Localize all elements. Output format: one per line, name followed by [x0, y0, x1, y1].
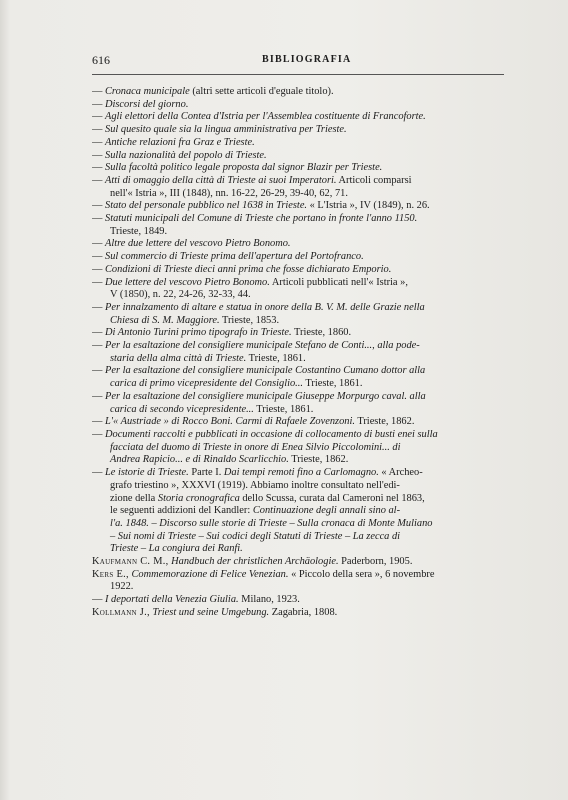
bibliography-entry: [92, 467, 508, 480]
bibliography-entry-continuation: [92, 353, 508, 366]
entry-title: Sulla facoltà politico legale proposta dal signor Blazir per Trieste.: [105, 162, 383, 174]
bibliography-entry: [92, 391, 508, 404]
entry-author: Kollmann J.,: [92, 606, 150, 618]
entry-title: Sul quesito quale sia la lingua amministrativa per Trieste.: [105, 124, 347, 136]
bibliography-entry: [92, 162, 508, 175]
entry-text: (altri sette articoli d'eguale titolo).: [189, 86, 334, 97]
entry-title: Altre due lettere del vescovo Pietro Bonomo.: [105, 238, 291, 250]
bibliography-entry: [92, 518, 508, 531]
entry-title: Chiesa di S. M. Maggiore.: [110, 314, 220, 326]
entry-title: Triest und seine Umgebung.: [149, 606, 270, 618]
entry-title: Storia cronografica: [157, 492, 240, 504]
bibliography-entry: [92, 340, 508, 353]
entry-dash: —: [92, 200, 105, 212]
bibliography-entry: [92, 111, 508, 124]
bibliography-entry: [92, 594, 508, 607]
page-header: [92, 53, 512, 69]
entry-title: Di Antonio Turini primo tipografo in Trieste.: [105, 327, 292, 339]
bibliography-entry-continuation: [92, 289, 508, 302]
bibliography-entry: [92, 556, 508, 569]
bibliography-entry: [92, 543, 508, 556]
entry-text: Trieste, 1860.: [291, 327, 352, 339]
bibliography-entry: [92, 238, 508, 251]
bibliography-entry: [92, 200, 508, 213]
entry-text: Articoli comparsi: [336, 174, 412, 186]
entry-title: Agli elettori della Contea d'Istria per l'Assemblea costituente di Francoforte.: [105, 111, 426, 123]
entry-text: Trieste, 1861.: [246, 352, 306, 364]
bibliography-entry: [92, 493, 508, 506]
entry-dash: —: [92, 213, 105, 225]
entry-dash: —: [92, 416, 105, 428]
entry-title: Due lettere del vescovo Pietro Bonomo.: [105, 276, 270, 288]
entry-dash: —: [92, 594, 105, 606]
entry-text: Parte I.: [188, 467, 224, 479]
entry-text: « Piccolo della sera », 6 novembre: [288, 568, 435, 580]
entry-dash: —: [92, 174, 105, 186]
entry-text: dello Scussa, curata dal Cameroni nel 1863,: [239, 492, 425, 504]
entry-title: Documenti raccolti e pubblicati in occasione di collocamento di busti enei sulla: [105, 428, 438, 440]
entry-title: Cronaca municipale: [105, 86, 190, 97]
bibliography-entry: [92, 327, 508, 340]
entry-dash: —: [92, 162, 105, 174]
bibliography-entry: [92, 480, 508, 493]
entry-title: Statuti municipali del Comune di Trieste che portano in fronte l'anno 1150.: [105, 213, 418, 225]
entry-text: 1922.: [110, 581, 134, 593]
bibliography-entry-continuation: [92, 378, 508, 391]
entry-title: Per innalzamento di altare e statua in onore della B. V. M. delle Grazie nella: [105, 301, 425, 313]
bibliography-entry: [92, 607, 508, 620]
bibliography-entry: [92, 251, 508, 264]
entry-dash: —: [92, 124, 105, 136]
entry-dash: —: [92, 98, 105, 110]
entry-title: carica di primo vicepresidente del Consiglio...: [110, 378, 303, 390]
bibliography-entry: [92, 124, 508, 137]
entry-title: Per la esaltazione del consigliere municipale Costantino Cumano dottor alla: [105, 365, 426, 377]
bibliography-entry: [92, 454, 508, 467]
bibliography-entry-continuation: [92, 442, 508, 455]
bibliography-entry: [92, 302, 508, 315]
entry-title: – Sui nomi di Trieste – Sui codici degli Statuti di Trieste – La zecca di: [110, 530, 401, 542]
bibliography-entry: [92, 264, 508, 277]
entry-text: le seguenti addizioni del Kandler:: [110, 505, 253, 517]
entry-dash: —: [92, 111, 105, 123]
entry-title: facciata del duomo di Trieste in onore di Enea Silvio Piccolomini... di: [110, 441, 401, 453]
entry-dash: —: [92, 340, 105, 352]
entry-text: Trieste, 1861.: [253, 403, 314, 415]
entry-title: Atti di omaggio della città di Trieste ai suoi Imperatori.: [105, 174, 337, 186]
entry-text: « Archeo-: [378, 467, 423, 479]
entry-title: staria della alma città di Trieste.: [110, 352, 247, 364]
entry-title: Trieste – La congiura dei Ranfi.: [110, 543, 243, 555]
entry-dash: —: [92, 136, 105, 148]
entry-author: Kaufmann C. M.,: [92, 556, 169, 568]
entry-title: l'a. 1848. – Discorso sulle storie di Trieste – Sulla cronaca di Monte Muliano: [110, 517, 433, 529]
entry-title: Per la esaltazione del consigliere municipale Giuseppe Morpurgo caval. alla: [105, 390, 426, 402]
entry-title: Continuazione degli annali sino al-: [252, 505, 401, 517]
entry-title: Dai tempi remoti fino a Carlomagno.: [223, 467, 379, 479]
entry-text: Paderborn, 1905.: [338, 556, 413, 568]
entry-dash: —: [92, 276, 105, 288]
entry-text: Milano, 1923.: [238, 594, 300, 606]
bibliography-list: [92, 86, 508, 620]
entry-text: Zagabria, 1808.: [269, 606, 338, 618]
header-rule: [92, 74, 504, 75]
entry-dash: —: [92, 428, 105, 440]
bibliography-entry: [92, 569, 508, 582]
running-title: BIBLIOGRAFIA: [262, 54, 352, 65]
entry-text: nell'« Istria », III (1848), nn. 16-22, 26-29, 39-40, 62, 71.: [110, 187, 348, 199]
entry-title: Per la esaltazione del consigliere municipale Stefano de Conti..., alla pode-: [105, 340, 420, 352]
bibliography-entry: [92, 137, 508, 150]
entry-title: Sulla nazionalità del popolo di Trieste.: [105, 149, 267, 161]
bibliography-entry: [92, 175, 508, 188]
bibliography-entry-continuation: [92, 315, 508, 328]
bibliography-entry-continuation: [92, 404, 508, 417]
entry-dash: —: [92, 327, 105, 339]
bibliography-entry-continuation: [92, 581, 508, 594]
bibliography-entry: [92, 277, 508, 290]
entry-title: Discorsi del giorno.: [105, 98, 189, 110]
page-number: 616: [92, 53, 110, 67]
bibliography-entry: [92, 505, 508, 518]
bibliography-entry: [92, 213, 508, 226]
bibliography-entry: [92, 531, 508, 544]
entry-text: Trieste, 1849.: [110, 225, 168, 237]
entry-text: Articoli pubblicati nell'« Istria »,: [269, 276, 408, 288]
entry-text: grafo triestino », XXXVI (1919). Abbiamo inoltre consultato nell'edi-: [110, 479, 400, 491]
bibliography-entry: [92, 150, 508, 163]
entry-author: Kers E.,: [92, 568, 129, 580]
entry-text: Trieste, 1862.: [288, 454, 349, 466]
bibliography-entry: [92, 99, 508, 112]
entry-text: V (1850), n. 22, 24-26, 32-33, 44.: [110, 289, 251, 301]
entry-text: Trieste, 1853.: [219, 314, 280, 326]
entry-text: zione della: [110, 492, 158, 504]
entry-dash: —: [92, 467, 105, 479]
entry-dash: —: [92, 86, 105, 97]
entry-title: Antiche relazioni fra Graz e Trieste.: [105, 136, 255, 148]
entry-dash: —: [92, 301, 105, 313]
entry-title: Handbuch der christlichen Archäologie.: [168, 556, 339, 568]
bibliography-entry-continuation: [92, 226, 508, 239]
entry-title: Sul commercio di Trieste prima dell'apertura del Portofranco.: [105, 251, 364, 263]
entry-title: Condizioni di Trieste dieci anni prima che fosse dichiarato Emporio.: [105, 263, 392, 275]
entry-title: Commemorazione di Felice Venezian.: [128, 568, 289, 580]
entry-dash: —: [92, 263, 105, 275]
bibliography-entry: [92, 416, 508, 429]
entry-title: Andrea Rapicio... e di Rinaldo Scarlicchio.: [110, 454, 289, 466]
entry-dash: —: [92, 390, 105, 402]
entry-title: Le istorie di Trieste.: [105, 467, 189, 479]
entry-title: Stato del personale pubblico nel 1638 in Trieste.: [105, 200, 308, 212]
entry-title: L'« Austriade » di Rocco Boni. Carmi di Rafaele Zovenzoni.: [105, 416, 355, 428]
entry-text: Trieste, 1861.: [302, 378, 363, 390]
entry-title: I deportati della Venezia Giulia.: [105, 594, 239, 606]
entry-title: carica di secondo vicepresidente...: [110, 403, 254, 415]
entry-dash: —: [92, 251, 105, 263]
entry-dash: —: [92, 149, 105, 161]
bibliography-entry: [92, 86, 508, 99]
entry-text: Trieste, 1862.: [354, 416, 415, 428]
entry-dash: —: [92, 365, 105, 377]
bibliography-entry: [92, 365, 508, 378]
bibliography-entry-continuation: [92, 188, 508, 201]
bibliography-entry: [92, 429, 508, 442]
entry-text: « L'Istria », IV (1849), n. 26.: [307, 200, 430, 212]
entry-dash: —: [92, 238, 105, 250]
